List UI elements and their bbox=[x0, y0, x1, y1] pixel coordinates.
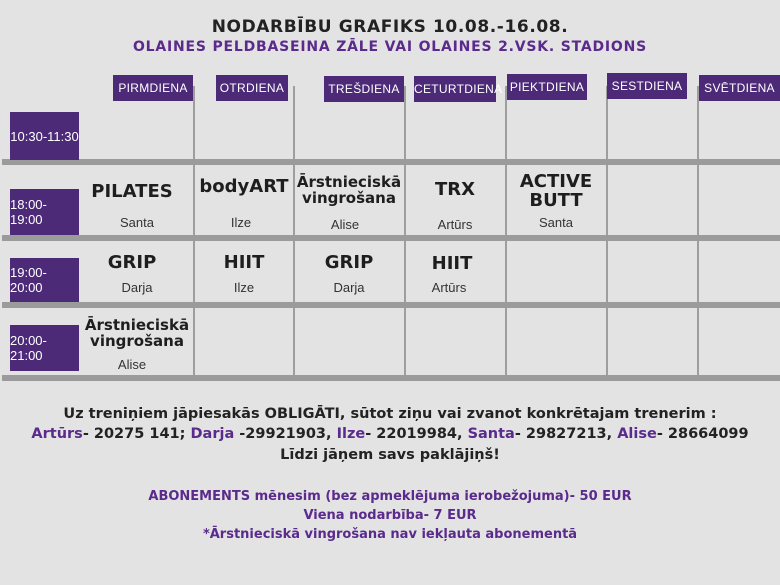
day-header-saturday: SESTDIENA bbox=[607, 73, 687, 99]
contact-name: Darja bbox=[190, 426, 235, 442]
row-separator bbox=[2, 302, 780, 308]
contact-phone: - 28664099 bbox=[656, 426, 749, 442]
day-header-wednesday: TREŠDIENA bbox=[324, 76, 404, 102]
session-activity-line: BUTT bbox=[529, 190, 583, 211]
time-slot-label: 18:00-19:00 bbox=[10, 189, 79, 235]
session-trainer: Alise bbox=[117, 357, 147, 372]
row-separator bbox=[2, 159, 780, 165]
session-trainer: Santa bbox=[539, 215, 573, 230]
session-activity: TRX bbox=[434, 179, 476, 200]
trainer-contacts bbox=[0, 426, 780, 442]
single-session-price: Viena nodarbība- 7 EUR bbox=[303, 508, 477, 523]
schedule-title: NODARBĪBU GRAFIKS 10.08.-16.08. bbox=[211, 17, 569, 37]
session-trainer: Darja bbox=[121, 280, 153, 295]
row-separator bbox=[2, 375, 780, 381]
contact-name: Ilze bbox=[336, 426, 366, 442]
session-trainer: Ilze bbox=[230, 215, 252, 230]
session-activity bbox=[82, 317, 192, 349]
session-activity: HIIT bbox=[223, 252, 265, 273]
row-separator bbox=[2, 235, 780, 241]
session-activity bbox=[295, 174, 403, 206]
session-activity: PILATES bbox=[91, 181, 173, 202]
session-activity: GRIP bbox=[107, 252, 157, 273]
day-header-sunday: SVĒTDIENA bbox=[699, 75, 780, 101]
session-trainer: Alise bbox=[330, 217, 360, 232]
session-activity: GRIP bbox=[324, 252, 374, 273]
contact-name: Santa bbox=[467, 426, 515, 442]
mat-notice: Līdzi jāņem savs paklājiņš! bbox=[280, 447, 500, 463]
session-activity: bodyART bbox=[199, 176, 289, 197]
registration-notice: Uz treniņiem jāpiesakās OBLIGĀTI, sūtot ziņu vai zvanot konkrētajam trenerim : bbox=[63, 406, 717, 422]
contact-phone: - 29827213, bbox=[514, 426, 618, 442]
session-activity-line: vingrošana bbox=[90, 332, 184, 350]
time-slot-label: 10:30-11:30 bbox=[10, 112, 79, 160]
session-activity bbox=[507, 172, 605, 210]
session-trainer: Artūrs bbox=[431, 280, 467, 295]
day-header-tuesday: OTRDIENA bbox=[216, 75, 288, 101]
session-trainer: Artūrs bbox=[437, 217, 473, 232]
grid-line bbox=[193, 86, 195, 376]
session-trainer: Santa bbox=[120, 215, 154, 230]
grid-line bbox=[606, 86, 608, 376]
grid-line bbox=[697, 86, 699, 376]
day-header-thursday: CETURTDIENA bbox=[414, 76, 496, 102]
grid-line bbox=[505, 86, 507, 376]
subscription-note: *Ārstnieciskā vingrošana nav iekļauta abonementā bbox=[202, 527, 578, 542]
session-activity-line: vingrošana bbox=[302, 189, 396, 207]
session-activity-line: Ārstnieciskā bbox=[84, 316, 190, 334]
contact-phone: - 22019984, bbox=[365, 426, 468, 442]
session-trainer: Ilze bbox=[233, 280, 255, 295]
contact-phone: - 20275 141; bbox=[82, 426, 191, 442]
session-activity: HIIT bbox=[431, 253, 473, 274]
session-activity-line: Ārstnieciskā bbox=[296, 173, 402, 191]
session-trainer: Darja bbox=[333, 280, 365, 295]
contact-name: Alise bbox=[617, 426, 657, 442]
session-activity-line: ACTIVE bbox=[519, 171, 593, 192]
time-slot-label: 20:00-21:00 bbox=[10, 325, 79, 371]
day-header-friday: PIEKTDIENA bbox=[507, 74, 587, 100]
subscription-price: ABONEMENTS mēnesim (bez apmeklējuma ierobežojuma)- 50 EUR bbox=[148, 489, 632, 504]
location-subtitle: OLAINES PELDBASEINA ZĀLE VAI OLAINES 2.VSK. STADIONS bbox=[132, 39, 648, 55]
contact-name: Artūrs bbox=[31, 426, 83, 442]
day-header-monday: PIRMDIENA bbox=[113, 75, 193, 101]
contact-phone: -29921903, bbox=[234, 426, 337, 442]
time-slot-label: 19:00-20:00 bbox=[10, 258, 79, 302]
